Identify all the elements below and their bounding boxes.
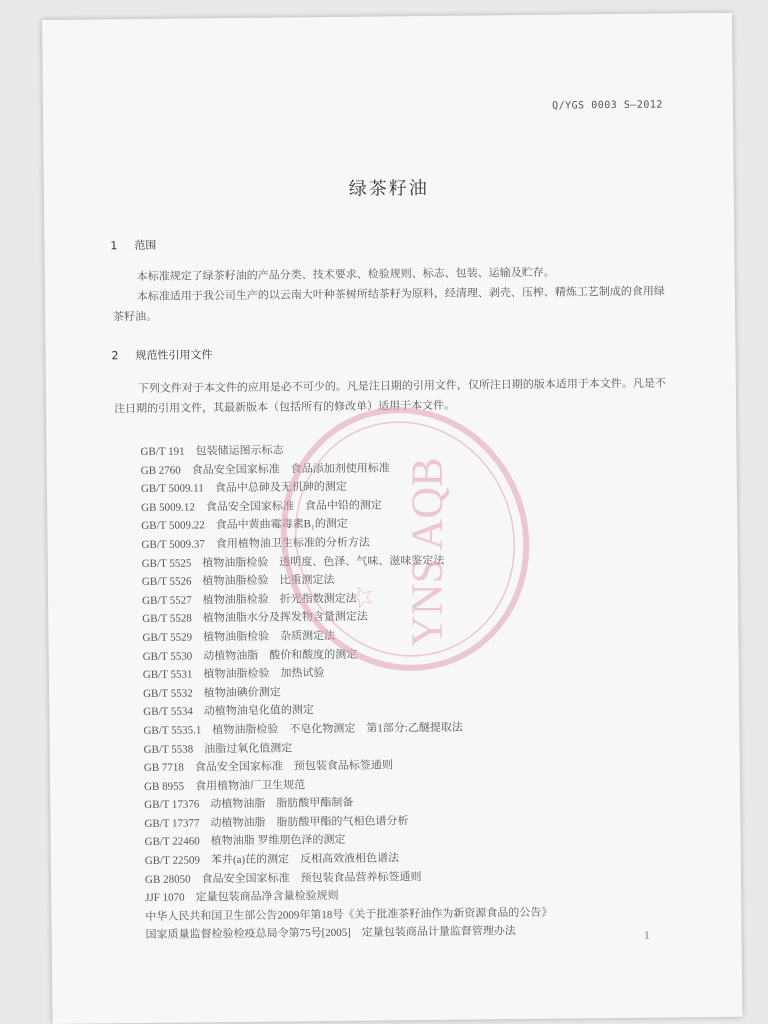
reference-item: GB/T 22509 苯并(a)芘的测定 反相高效液相色谱法 [144,852,400,868]
section-2-heading [111,346,212,363]
section-2-body [114,373,674,419]
reference-item: GB/T 5530 动植物油脂 酸价和酸度的测定 [142,648,358,663]
reference-item: GB 2760 食品安全国家标准 食品添加剂使用标准 [140,461,390,477]
section-title: 规范性引用文件 [135,348,213,363]
reference-item: GB/T 5009.22 食品中黄曲霉毒素B₁的测定 [141,518,348,533]
reference-item: GB 8955 食用植物油厂卫生规范 [143,778,306,793]
paragraph: 本标准适用于我公司生产的以云南大叶种茶树所结茶籽为原料，经清理、剥壳、压榨、精炼工艺制成的食用绿茶籽油。 [113,285,665,324]
reference-item: GB/T 22460 植物油脂 罗维朋色泽的测定 [144,834,346,849]
page-number: 1 [644,929,650,942]
section-number: 2 [111,349,119,363]
reference-list [140,439,552,945]
svg-text:YNS AQB: YNS AQB [402,457,452,647]
document-page [42,13,742,1024]
reference-item: GB/T 5532 植物油碘价测定 [142,686,281,700]
reference-item: GB/T 5526 植物油脂检验 比重测定法 [141,574,335,589]
section-1-body [113,261,674,327]
reference-item: GB/T 5534 动植物油皂化值的测定 [143,704,314,719]
reference-item: GB/T 5009.11 食品中总砷及无机砷的测定 [140,481,347,496]
reference-item: GB/T 5528 植物油脂水分及挥发物含量测定法 [142,610,368,626]
reference-item: GB/T 5531 植物油脂检验 加热试验 [142,667,325,682]
reference-item: GB/T 191 包装储运图示标志 [140,444,284,458]
paragraph: 本标准规定了绿茶籽油的产品分类、技术要求、检验规则、标志、包装、运输及贮存。 [136,266,555,284]
reference-item: GB/T 5529 植物油脂检验 杂质测定法 [142,629,336,644]
reference-item: JJF 1070 定量包装商品净含量检验规则 [145,890,339,905]
document-code: Q/YGS 0003 S—2012 [552,99,663,112]
document-title: 绿茶籽油 [348,177,429,200]
section-number: 1 [110,239,118,253]
reference-item: 中华人民共和国卫生部公告2009年第18号《关于批准茶籽油作为新资源食品的公告》 [145,906,553,923]
reference-item: GB/T 5527 植物油脂检验 折光指数测定法 [142,592,357,607]
reference-item: GB 28050 食品安全国家标准 预包装食品营养标签通则 [144,870,422,886]
reference-item: GB 7718 食品安全国家标准 预包装食品标签通则 [143,759,393,775]
reference-item: GB/T 5009.37 食用植物油卫生标准的分析方法 [141,536,370,551]
reference-item: GB/T 5535.1 植物油脂检验 不皂化物测定 第1部分:乙醚提取法 [143,721,463,737]
reference-item: GB 5009.12 食品安全国家标准 食品中铅的测定 [141,499,382,514]
reference-item: GB/T 17376 动植物油脂 脂肪酸甲酯制备 [144,797,354,812]
section-1-heading [110,237,156,253]
reference-item: GB/T 5538 油脂过氧化值测定 [143,741,293,756]
section-title: 范围 [134,238,157,253]
reference-item: GB/T 5525 植物油脂检验 透明度、色泽、气味、滋味鉴定法 [141,554,445,570]
reference-item: GB/T 17377 动植物油脂 脂肪酸甲酯的气相色谱分析 [144,815,409,830]
paragraph: 下列文件对于本文件的应用是必不可少的。凡是注日期的引用文件，仅所注日期的版本适用于本文件。凡是不注日期的引用文件，其最新版本（包括所有的修改单）适用于本文件。 [114,377,666,416]
reference-item: 国家质量监督检验检疫总局令第75号[2005] 定量包装商品计量监督管理办法 [145,925,516,942]
svg-text:☆: ☆ [343,576,382,619]
